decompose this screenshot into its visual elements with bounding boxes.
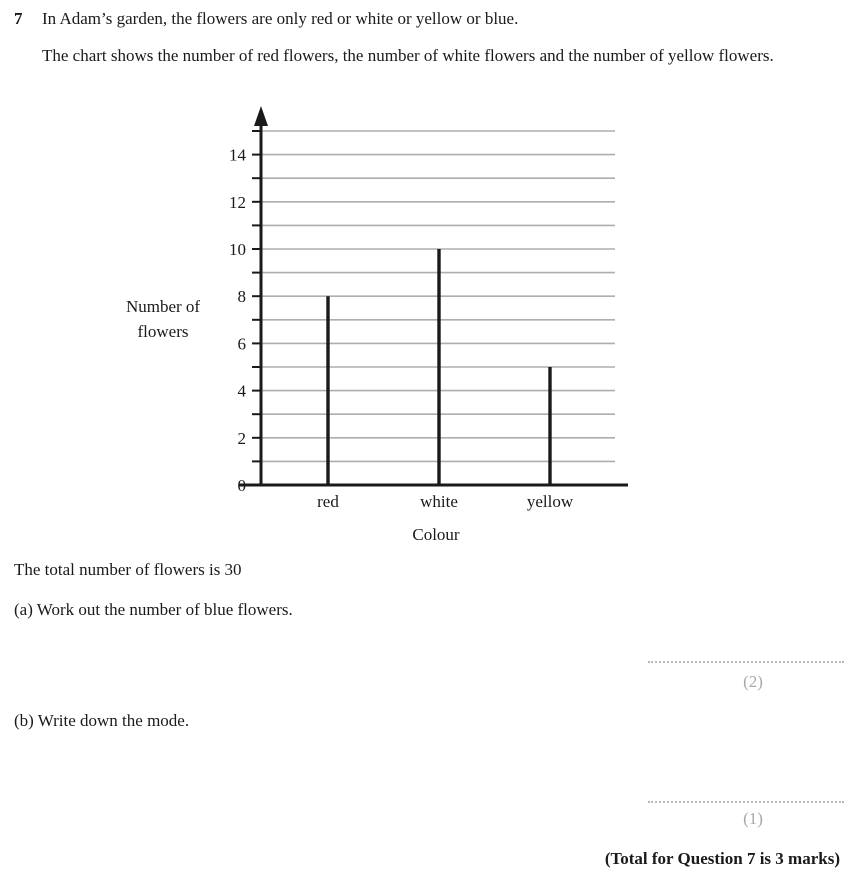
- mark-allocation-part-a: (2): [743, 672, 763, 691]
- total-flowers-statement: The total number of flowers is 30: [14, 560, 242, 579]
- y-axis-tick-label: 2: [237, 428, 246, 448]
- answer-line-part-a[interactable]: [648, 660, 844, 663]
- question-stem-line-1: In Adam’s garden, the flowers are only red or white or yellow or blue.: [42, 9, 519, 28]
- y-axis-tick-label: 12: [229, 192, 246, 212]
- x-axis-category-label: red: [317, 492, 339, 511]
- total-marks-footer: (Total for Question 7 is 3 marks): [604, 849, 840, 868]
- y-axis-tick-label: 8: [237, 287, 246, 307]
- y-axis-title-line: Number of: [125, 297, 201, 316]
- answer-line-part-b[interactable]: [648, 800, 844, 803]
- y-axis-tick-label: 4: [237, 381, 246, 401]
- x-axis-category-label: yellow: [526, 492, 574, 511]
- y-axis-arrow-icon: [254, 106, 268, 126]
- y-axis-tick-label: 6: [237, 334, 246, 354]
- x-axis-title: Colour: [412, 525, 460, 544]
- part-b-question: (b) Write down the mode.: [14, 711, 190, 730]
- mark-allocation-part-b: (1): [743, 809, 763, 828]
- x-axis-category-label: white: [420, 492, 458, 511]
- y-axis-tick-label: 0: [237, 476, 246, 495]
- part-a-question: (a) Work out the number of blue flowers.: [14, 600, 293, 619]
- y-axis-tick-label: 10: [229, 240, 246, 259]
- question-number: 7: [14, 9, 23, 28]
- flower-colour-bar-chart: [0, 100, 858, 550]
- question-stem-line-2: The chart shows the number of red flowers, the number of white flowers and the number of yellow flowers.: [42, 46, 774, 65]
- y-axis-title-line: flowers: [137, 322, 189, 341]
- y-axis-tick-label: 14: [229, 145, 246, 165]
